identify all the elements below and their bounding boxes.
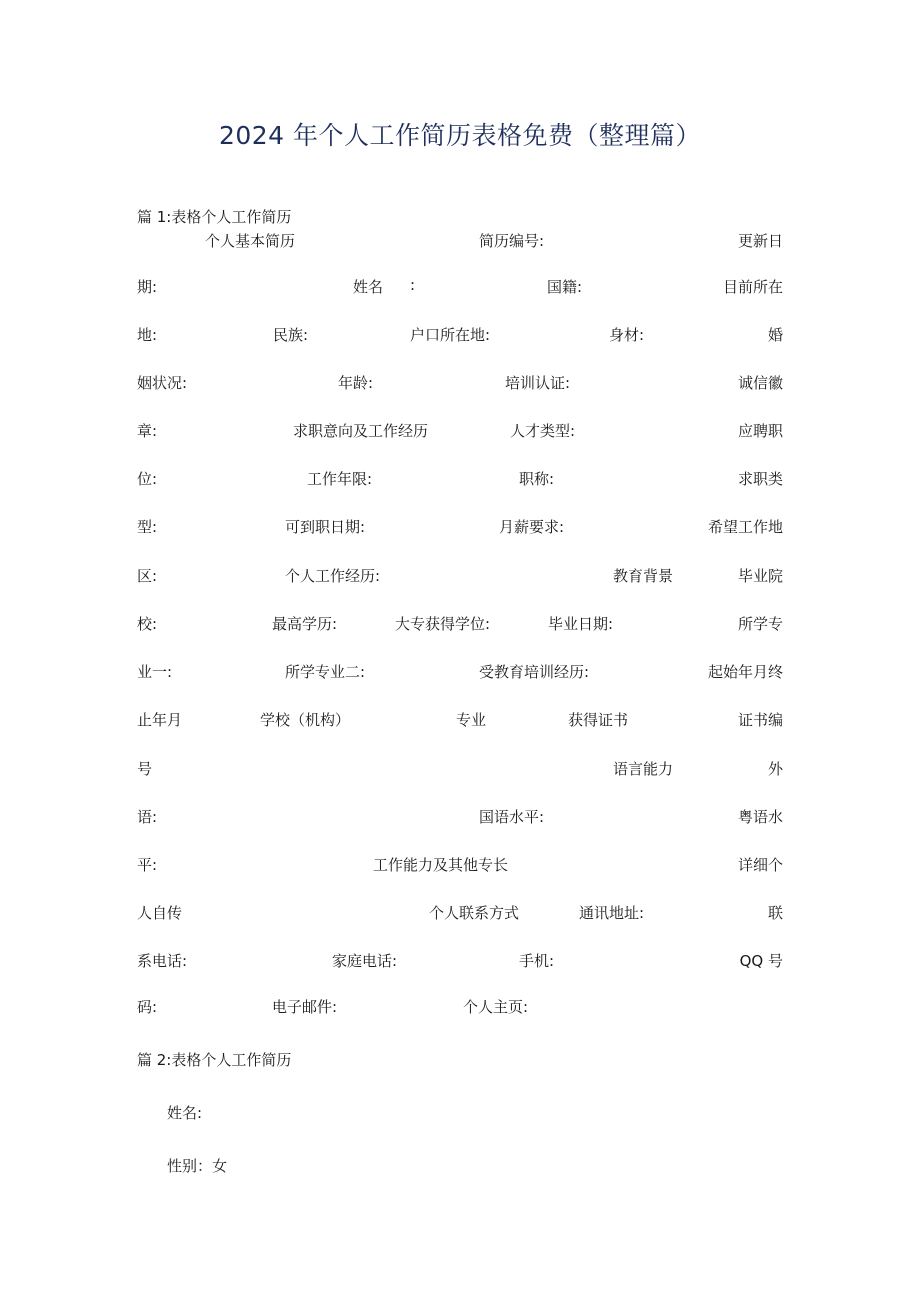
row-text: 业一:: [137, 663, 173, 681]
row-text: 工作能力及其他专长: [373, 856, 509, 874]
row-text: 语:: [137, 808, 158, 826]
row-text: 求职意向及工作经历: [293, 422, 429, 440]
row-text: 职称:: [519, 470, 555, 488]
form-row: [137, 661, 783, 685]
row-text: 年龄:: [338, 374, 374, 392]
row-text: 地:: [137, 326, 158, 344]
row-text: 通讯地址:: [579, 904, 645, 922]
row-text: 受教育培训经历:: [479, 663, 590, 681]
section-heading-1: 篇 1:表格个人工作简历: [137, 208, 292, 226]
row-text: 电子邮件:: [272, 998, 338, 1016]
row-text: 希望工作地: [707, 518, 783, 536]
row-text: 个人工作经历:: [285, 567, 381, 585]
row-text: 个人主页:: [463, 998, 529, 1016]
form-row: [137, 372, 783, 396]
row-text: 人自传: [137, 904, 183, 922]
form-row: [137, 468, 783, 492]
name-field-label: 姓名:: [167, 1104, 203, 1122]
row-text: 毕业院: [737, 567, 783, 585]
row-text: 起始年月终: [707, 663, 783, 681]
row-text: 工作年限:: [307, 470, 373, 488]
row-text: 国籍:: [547, 278, 583, 296]
row-text: 更新日: [737, 232, 783, 250]
row-text: 语言能力: [613, 760, 674, 778]
row-text: 学校（机构）: [260, 711, 351, 729]
form-row: [137, 950, 783, 974]
row-text: 获得证书: [568, 711, 629, 729]
row-text: 期:: [137, 278, 158, 296]
row-text: 简历编号:: [479, 232, 545, 250]
row-text: :: [410, 276, 416, 294]
row-text: 家庭电话:: [332, 952, 398, 970]
form-row: [137, 324, 783, 348]
row-text: 姓名: [353, 278, 384, 296]
row-text: 教育背景: [613, 567, 674, 585]
row-text: 目前所在: [722, 278, 783, 296]
row-text: 区:: [137, 567, 158, 585]
form-row: [137, 613, 783, 637]
row-text: 姻状况:: [137, 374, 188, 392]
form-row: [137, 516, 783, 540]
row-text: 联: [767, 904, 783, 922]
row-text: 毕业日期:: [548, 615, 614, 633]
row-text: 个人基本简历: [205, 232, 296, 250]
row-text: 章:: [137, 422, 158, 440]
form-row: [137, 420, 783, 444]
row-text: 所学专: [737, 615, 783, 633]
row-text: 型:: [137, 518, 158, 536]
row-text: 应聘职: [737, 422, 783, 440]
form-row: [137, 806, 783, 830]
form-row: [137, 902, 783, 926]
row-text: 止年月: [137, 711, 183, 729]
row-text: 码:: [137, 998, 158, 1016]
row-text: 所学专业二:: [285, 663, 366, 681]
row-text: 婚: [767, 326, 783, 344]
row-text: 详细个: [737, 856, 783, 874]
row-text: 民族:: [273, 326, 309, 344]
row-text: 培训认证:: [505, 374, 571, 392]
form-row: [137, 276, 783, 300]
row-text: 外: [767, 760, 783, 778]
row-text: 身材:: [609, 326, 645, 344]
form-row: [137, 758, 783, 782]
row-text: 手机:: [519, 952, 555, 970]
form-row: [137, 565, 783, 589]
form-row: [137, 996, 783, 1020]
row-text: 号: [137, 760, 153, 778]
form-row: [137, 709, 783, 733]
row-text: 可到职日期:: [285, 518, 366, 536]
section-heading-2: 篇 2:表格个人工作简历: [137, 1051, 292, 1069]
gender-field-label: 性别：女: [167, 1157, 228, 1175]
row-text: 月薪要求:: [499, 518, 565, 536]
row-text: 系电话:: [137, 952, 188, 970]
page-title: 2024 年个人工作简历表格免费（整理篇）: [218, 121, 702, 150]
row-text: 人才类型:: [510, 422, 576, 440]
form-row: [137, 854, 783, 878]
row-text: 专业: [456, 711, 487, 729]
row-text: 大专获得学位:: [395, 615, 491, 633]
row-text: 个人联系方式: [429, 904, 520, 922]
row-text: 平:: [137, 856, 158, 874]
row-text: 校:: [137, 615, 158, 633]
row-text: 最高学历:: [272, 615, 338, 633]
row-text: 户口所在地:: [410, 326, 491, 344]
row-text: QQ 号: [739, 952, 783, 970]
row-text: 粤语水: [737, 808, 783, 826]
row-text: 诚信徽: [737, 374, 783, 392]
row-text: 证书编: [737, 711, 783, 729]
row-text: 国语水平:: [479, 808, 545, 826]
row-text: 位:: [137, 470, 158, 488]
row-text: 求职类: [737, 470, 783, 488]
form-row: [137, 230, 783, 254]
